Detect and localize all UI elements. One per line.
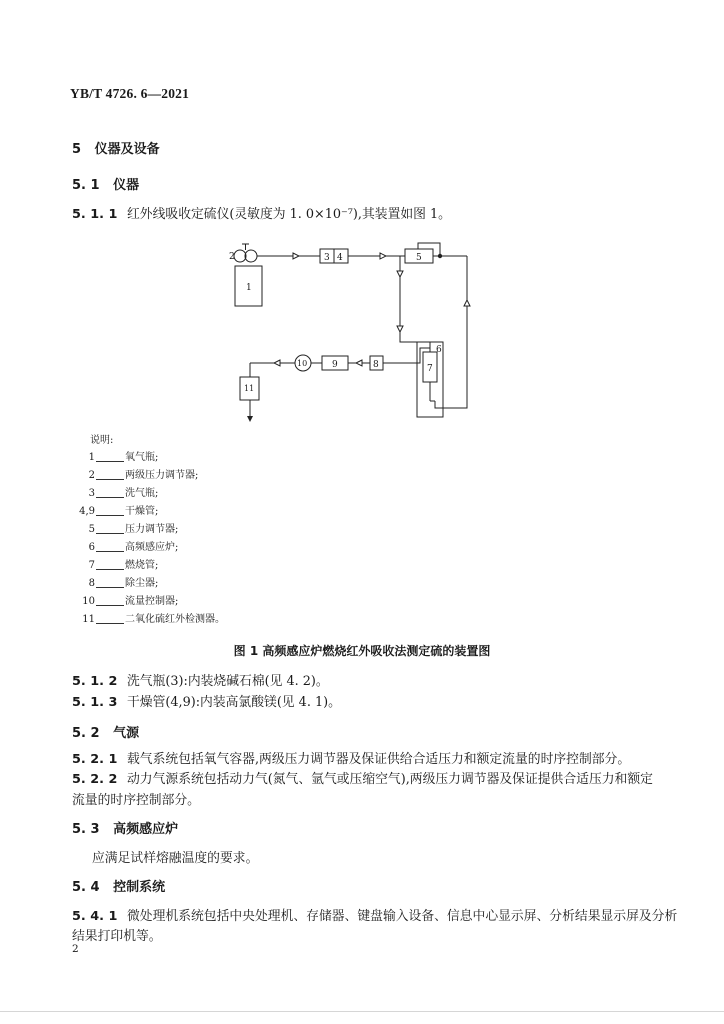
figure-caption: 图 1 高频感应炉燃烧红外吸收法测定硫的装置图 xyxy=(233,644,491,658)
clause-5-4-1 xyxy=(72,905,677,924)
legend-text: 二氧化硫红外检测器。 xyxy=(125,614,225,625)
legend-key: 4,9 xyxy=(79,506,95,517)
legend-list xyxy=(72,449,225,629)
legend-key: 7 xyxy=(88,560,95,571)
section-5-3-text: 应满足试样熔融温度的要求。 xyxy=(92,851,259,866)
standard-code-header: YB/T 4726. 6—2021 xyxy=(70,86,190,101)
legend-text: 两级压力调节器; xyxy=(125,470,199,481)
section-number: 5. 3 xyxy=(72,822,100,837)
legend-text: 压力调节器; xyxy=(125,524,179,535)
section-number: 5 xyxy=(72,142,82,157)
clause-text: 微处理机系统包括中央处理机、存储器、键盘输入设备、信息中心显示屏、分析结果显示屏及分析 xyxy=(127,909,678,924)
section-5-3-heading xyxy=(72,818,178,837)
clause-5-2-2-continued: 流量的时序控制部分。 xyxy=(72,793,200,808)
clause-5-4-1-continued: 结果打印机等。 xyxy=(72,929,162,944)
clause-5-2-2 xyxy=(72,768,653,787)
section-number: 5. 2 xyxy=(72,726,100,741)
diagram-label-2: 2 xyxy=(229,252,235,262)
legend-key: 8 xyxy=(88,578,95,589)
section-title: 气源 xyxy=(113,726,140,741)
legend-text: 干燥管; xyxy=(125,506,159,517)
section-5-1-heading xyxy=(72,174,139,193)
clause-number: 5. 4. 1 xyxy=(72,909,118,924)
clause-text: 干燥管(4,9):内装高氯酸镁(见 4. 1)。 xyxy=(127,695,341,710)
legend-item xyxy=(72,539,225,557)
legend-key: 2 xyxy=(88,470,95,481)
section-title: 高频感应炉 xyxy=(113,822,179,837)
legend-text: 高频感应炉; xyxy=(125,542,179,553)
legend-item xyxy=(72,521,225,539)
legend-text: 燃烧管; xyxy=(125,560,159,571)
diagram-label-5: 5 xyxy=(416,253,422,263)
clause-5-1-2 xyxy=(72,670,329,689)
legend-item xyxy=(72,611,225,629)
apparatus-diagram xyxy=(220,236,490,432)
clause-text: 动力气源系统包括动力气(氮气、氩气或压缩空气),两级压力调节器及保证提供合适压力和额定 xyxy=(127,772,653,787)
legend-title: 说明: xyxy=(90,435,114,446)
clause-number: 5. 1. 1 xyxy=(72,207,118,222)
legend-text: 氧气瓶; xyxy=(125,452,159,463)
legend-key: 11 xyxy=(82,614,95,625)
clause-number: 5. 1. 3 xyxy=(72,695,118,710)
legend-key: 1 xyxy=(88,452,95,463)
clause-text: 洗气瓶(3):内装烧碱石棉(见 4. 2)。 xyxy=(127,674,329,689)
legend-text: 除尘器; xyxy=(125,578,159,589)
section-title: 控制系统 xyxy=(113,880,166,895)
section-5-4-heading xyxy=(72,876,165,895)
legend-item xyxy=(72,557,225,575)
clause-text: 红外线吸收定硫仪(灵敏度为 1. 0×10⁻⁷),其装置如图 1。 xyxy=(127,207,451,222)
clause-5-1-3 xyxy=(72,691,341,710)
diagram-label-1: 1 xyxy=(246,283,252,293)
clause-number: 5. 2. 2 xyxy=(72,772,118,787)
diagram-label-4: 4 xyxy=(337,253,343,263)
legend-item xyxy=(72,467,225,485)
legend-item xyxy=(72,449,225,467)
legend-key: 6 xyxy=(88,542,95,553)
bottom-divider xyxy=(0,1011,724,1012)
legend-key: 3 xyxy=(88,488,95,499)
diagram-label-8: 8 xyxy=(373,360,379,370)
page-number: 2 xyxy=(72,943,79,955)
legend-item xyxy=(72,575,225,593)
diagram-label-3: 3 xyxy=(324,253,330,263)
clause-number: 5. 2. 1 xyxy=(72,752,118,767)
section-number: 5. 1 xyxy=(72,178,100,193)
section-title: 仪器 xyxy=(113,178,140,193)
regulator-circle-right xyxy=(245,250,257,262)
regulator-circle-left xyxy=(234,250,246,262)
legend-item xyxy=(72,593,225,611)
clause-number: 5. 1. 2 xyxy=(72,674,118,689)
legend-text: 流量控制器; xyxy=(125,596,179,607)
diagram-label-10: 10 xyxy=(297,359,308,368)
section-title: 仪器及设备 xyxy=(94,142,160,157)
diagram-label-6: 6 xyxy=(436,345,442,355)
legend-item xyxy=(72,503,225,521)
diagram-label-7: 7 xyxy=(427,364,433,374)
section-5-heading xyxy=(72,138,160,157)
diagram-label-9: 9 xyxy=(332,360,338,370)
clause-5-2-1 xyxy=(72,748,630,767)
legend-text: 洗气瓶; xyxy=(125,488,159,499)
section-5-2-heading xyxy=(72,722,139,741)
clause-5-1-1 xyxy=(72,203,451,222)
section-number: 5. 4 xyxy=(72,880,100,895)
legend-key: 10 xyxy=(82,596,95,607)
legend-key: 5 xyxy=(88,524,95,535)
clause-text: 载气系统包括氧气容器,两级压力调节器及保证供给合适压力和额定流量的时序控制部分。 xyxy=(127,752,631,767)
legend-item xyxy=(72,485,225,503)
diagram-label-11: 11 xyxy=(244,384,255,393)
